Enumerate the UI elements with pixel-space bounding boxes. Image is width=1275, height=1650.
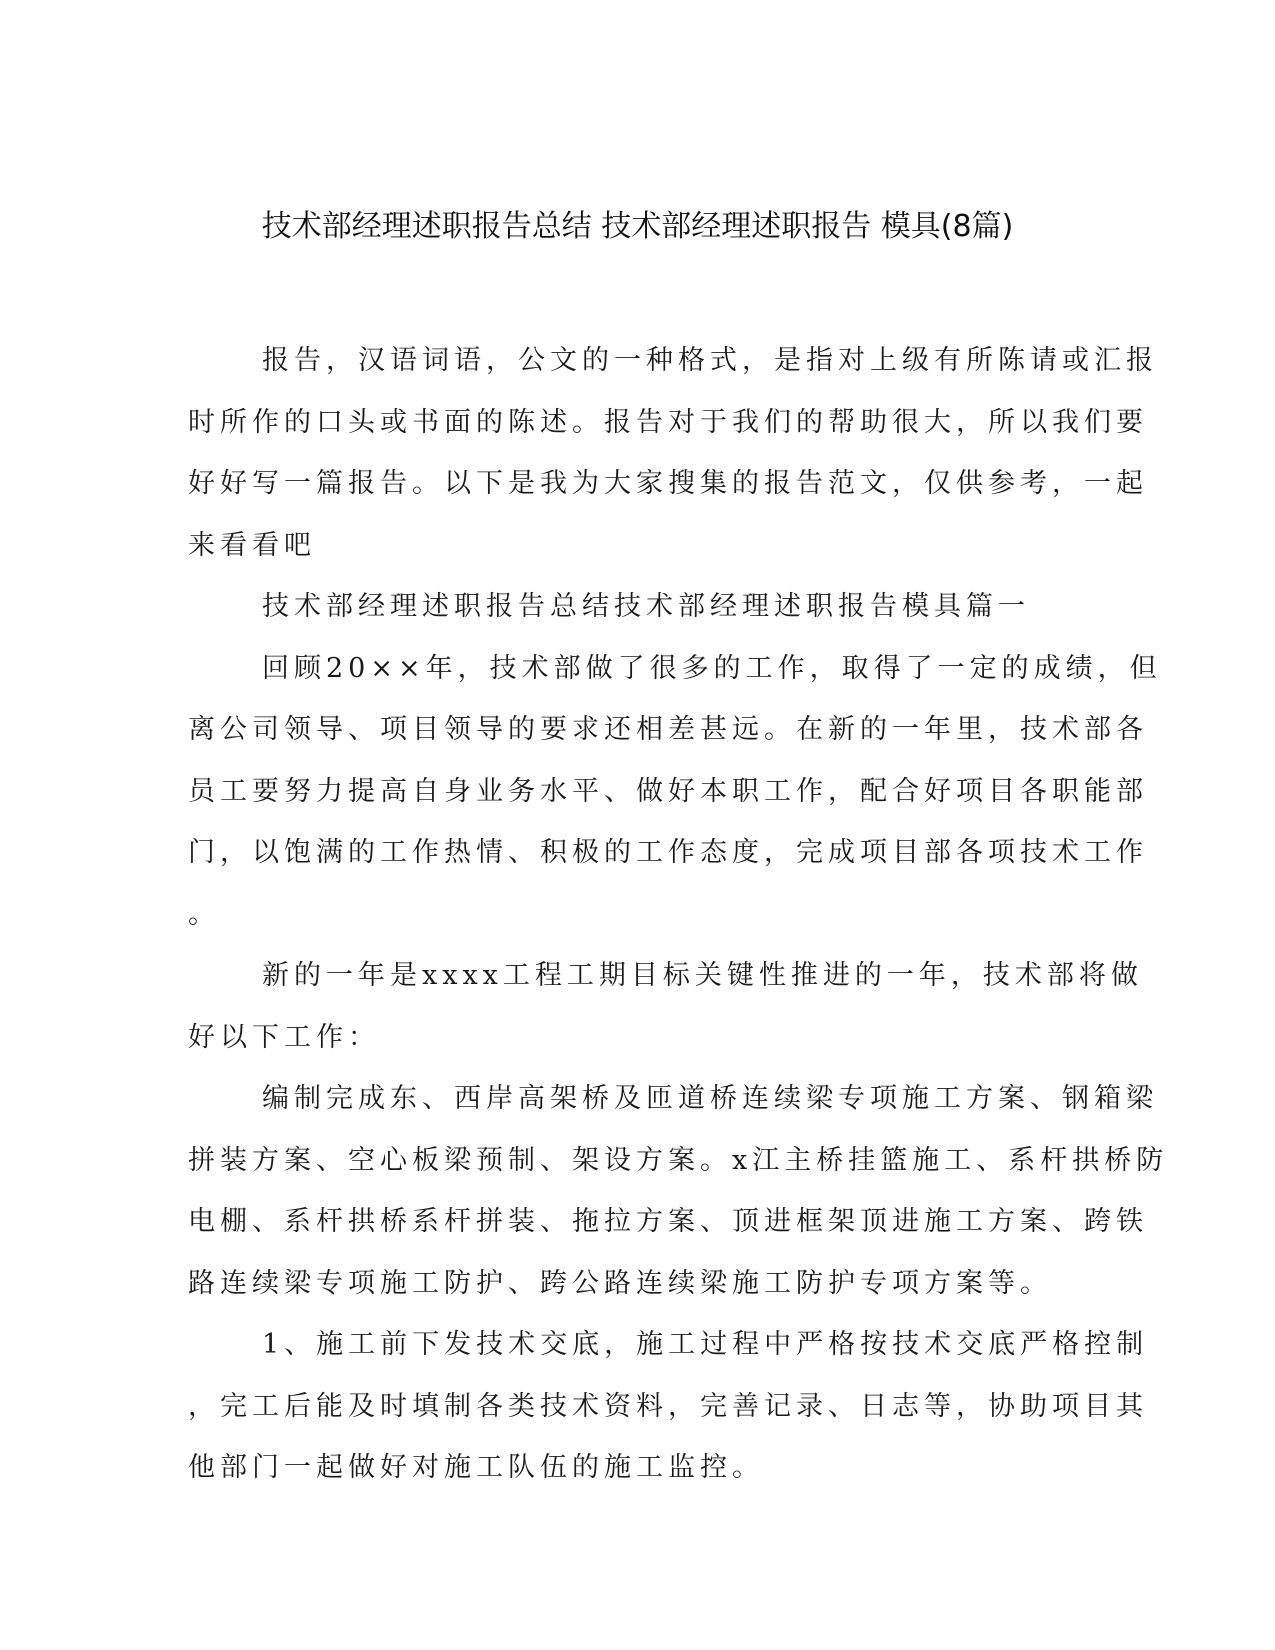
paragraph-line: 好好写一篇报告。以下是我为大家搜集的报告范文，仅供参考，一起 xyxy=(188,468,1148,499)
paragraph-line: 好以下工作： xyxy=(188,1021,380,1053)
paragraph-line: 。 xyxy=(188,898,220,930)
section-heading xyxy=(188,576,1068,638)
paragraph-line: 拼装方案、空心板梁预制、架设方案。x江主桥挂篮施工、系杆拱桥防 xyxy=(188,1144,1169,1176)
paragraph-line: 回顾20××年，技术部做了很多的工作，取得了一定的成绩，但 xyxy=(262,652,1162,684)
paragraph-line: 他部门一起做好对施工队伍的施工监控。 xyxy=(188,1452,764,1483)
paragraph-line: 路连续梁专项施工防护、跨公路连续梁施工防护专项方案等。 xyxy=(188,1267,1052,1299)
paragraph-line: 编制完成东、西岸高架桥及匝道桥连续梁专项施工方案、钢箱梁 xyxy=(262,1083,1158,1114)
paragraph-line: 1、施工前下发技术交底，施工过程中严格按技术交底严格控制 xyxy=(262,1329,1149,1360)
paragraph-line: 技术部经理述职报告总结技术部经理述职报告模具篇一 xyxy=(262,591,1030,622)
paragraph-line: 来看看吧 xyxy=(188,529,316,561)
paragraph-line: 电棚、系杆拱桥系杆拼装、拖拉方案、顶进框架顶进施工方案、跨铁 xyxy=(188,1206,1148,1237)
document-body xyxy=(188,330,1169,1499)
paragraph-line: 新的一年是xxxx工程工期目标关键性推进的一年，技术部将做 xyxy=(262,960,1143,991)
paragraph-line: 离公司领导、项目领导的要求还相差甚远。在新的一年里，技术部各 xyxy=(188,714,1148,745)
document-title: 技术部经理述职报告总结 技术部经理述职报告 模具(8篇) xyxy=(261,209,1014,244)
paragraph-review xyxy=(188,638,1162,946)
paragraph-line: 门，以饱满的工作热情、积极的工作态度，完成项目部各项技术工作 xyxy=(188,837,1148,868)
paragraph-line: 员工要努力提高自身业务水平、做好本职工作，配合好项目各职能部 xyxy=(188,775,1148,807)
paragraph-new-year xyxy=(188,945,1143,1068)
paragraph-item-1 xyxy=(188,1314,1149,1499)
paragraph-line: 报告，汉语词语，公文的一种格式，是指对上级有所陈请或汇报 xyxy=(262,345,1158,376)
paragraph-intro xyxy=(188,330,1158,576)
paragraph-plans xyxy=(188,1068,1169,1314)
paragraph-line: ，完工后能及时填制各类技术资料，完善记录、日志等，协助项目其 xyxy=(188,1390,1148,1422)
paragraph-line: 时所作的口头或书面的陈述。报告对于我们的帮助很大，所以我们要 xyxy=(188,406,1148,438)
